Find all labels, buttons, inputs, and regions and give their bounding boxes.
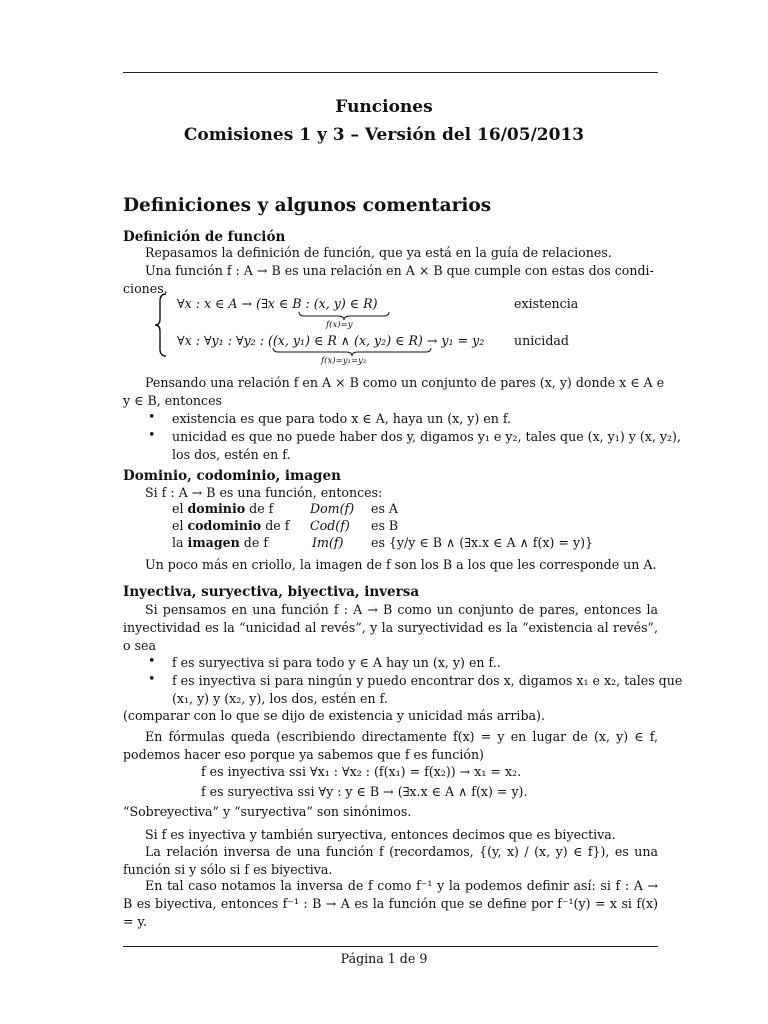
heading-definicion-funcion: Definición de función bbox=[123, 229, 286, 245]
dominio-intro: Si f : A → B es una función, entonces: bbox=[145, 485, 383, 500]
codominio-row-label: el codominio de f bbox=[172, 518, 290, 533]
codominio-row-value: es B bbox=[371, 518, 399, 533]
comparar-note: (comparar con lo que se dijo de existencia y unicidad más arriba). bbox=[123, 708, 545, 723]
underbrace-label-1: f(x)=y bbox=[326, 320, 353, 330]
bullet-icon: • bbox=[148, 671, 156, 686]
def-line-1: Repasamos la definición de función, que ya está en la guía de relaciones. bbox=[145, 245, 612, 260]
document-title: Funciones bbox=[335, 97, 433, 117]
left-brace-icon bbox=[154, 293, 168, 357]
imagen-row-value: es {y/y ∈ B ∧ (∃x.x ∈ A ∧ f(x) = y)} bbox=[371, 535, 594, 550]
dominio-row-symbol: Dom(f) bbox=[310, 501, 355, 516]
dominio-closing: Un poco más en criollo, la imagen de f son los B a los que les corresponde un A. bbox=[145, 557, 657, 572]
bottom-rule bbox=[123, 946, 658, 947]
bullet-existencia: existencia es que para todo x ∈ A, haya un (x, y) en f. bbox=[172, 411, 512, 426]
inversa-paragraph: La relación inversa de una función f (recordamos, {(y, x) / (x, y) ∈ f}), es una función si y sólo si f es biyectiva. bbox=[123, 844, 658, 877]
label-existencia: existencia bbox=[514, 296, 579, 311]
bullet-unicidad-2: los dos, estén en f. bbox=[172, 447, 291, 462]
label-unicidad: unicidad bbox=[514, 333, 569, 348]
underbrace-label-2: f(x)=y₁=y₂ bbox=[321, 356, 367, 366]
bullet-unicidad-1: unicidad es que no puede haber dos y, digamos y₁ e y₂, tales que (x, y₁) y (x, y₂), bbox=[172, 429, 681, 444]
dominio-row-label: el dominio de f bbox=[172, 501, 274, 516]
condition-unicidad: ∀x : ∀y₁ : ∀y₂ : ((x, y₁) ∈ R ∧ (x, y₂) ∈ R) → y₁ = y₂ bbox=[177, 333, 485, 348]
section-title: Definiciones y algunos comentarios bbox=[123, 195, 492, 216]
dominio-row-value: es A bbox=[371, 501, 399, 516]
imagen-row-symbol: Im(f) bbox=[312, 535, 344, 550]
codominio-row-symbol: Cod(f) bbox=[310, 518, 350, 533]
bullet-icon: • bbox=[148, 427, 156, 442]
formula-inyectiva: f es inyectiva ssi ∀x₁ : ∀x₂ : (f(x₁) = f(x₂)) → x₁ = x₂. bbox=[201, 764, 522, 779]
bullet-suryectiva: f es suryectiva si para todo y ∈ A hay un (x, y) en f.. bbox=[172, 655, 501, 670]
document-subtitle: Comisiones 1 y 3 – Versión del 16/05/2013 bbox=[183, 125, 585, 145]
def-line-3: ciones. bbox=[123, 281, 168, 296]
pensando-line-1: Pensando una relación f en A × B como un conjunto de pares (x, y) donde x ∈ A e bbox=[145, 375, 665, 390]
bullet-icon: • bbox=[148, 653, 156, 668]
heading-dominio: Dominio, codominio, imagen bbox=[123, 468, 341, 484]
pensando-line-2: y ∈ B, entonces bbox=[123, 393, 222, 408]
heading-inyectiva: Inyectiva, suryectiva, biyectiva, inversa bbox=[123, 584, 420, 600]
top-rule bbox=[123, 72, 658, 73]
imagen-row-label: la imagen de f bbox=[172, 535, 268, 550]
formulas-paragraph: En fórmulas queda (escribiendo directamente f(x) = y en lugar de (x, y) ∈ f, podemos hacer eso porque ya sabemos que f es función) bbox=[123, 729, 658, 762]
def-line-2: Una función f : A → B es una relación en A × B que cumple con estas dos condi- bbox=[145, 263, 654, 278]
inyectiva-paragraph-1: Si pensamos en una función f : A → B como un conjunto de pares, entonces la inyectividad es la “unicidad al revés”, y la suryectividad es la “existencia al revés”, o sea bbox=[123, 602, 658, 653]
formula-suryectiva: f es suryectiva ssi ∀y : y ∈ B → (∃x.x ∈ A ∧ f(x) = y). bbox=[201, 784, 528, 799]
bullet-inyectiva-2: (x₁, y) y (x₂, y), los dos, estén en f. bbox=[172, 691, 388, 706]
page-footer: Página 1 de 9 bbox=[340, 951, 428, 966]
biyectiva-paragraph: Si f es inyectiva y también suryectiva, entonces decimos que es biyectiva. bbox=[145, 827, 616, 842]
bullet-icon: • bbox=[148, 409, 156, 424]
condition-existencia: ∀x : x ∈ A → (∃x ∈ B : (x, y) ∈ R) bbox=[177, 296, 378, 311]
bullet-inyectiva-1: f es inyectiva si para ningún y puedo encontrar dos x, digamos x₁ e x₂, tales que bbox=[172, 673, 683, 688]
sinonimos-note: “Sobreyectiva” y “suryectiva” son sinónimos. bbox=[123, 804, 412, 819]
inversa-definicion-paragraph: En tal caso notamos la inversa de f como f⁻¹ y la podemos definir así: si f : A → B es biyectiva, entonces f⁻¹ : B → A es la función que se define por f⁻¹(y) = x si f(x) = y. bbox=[123, 878, 658, 929]
